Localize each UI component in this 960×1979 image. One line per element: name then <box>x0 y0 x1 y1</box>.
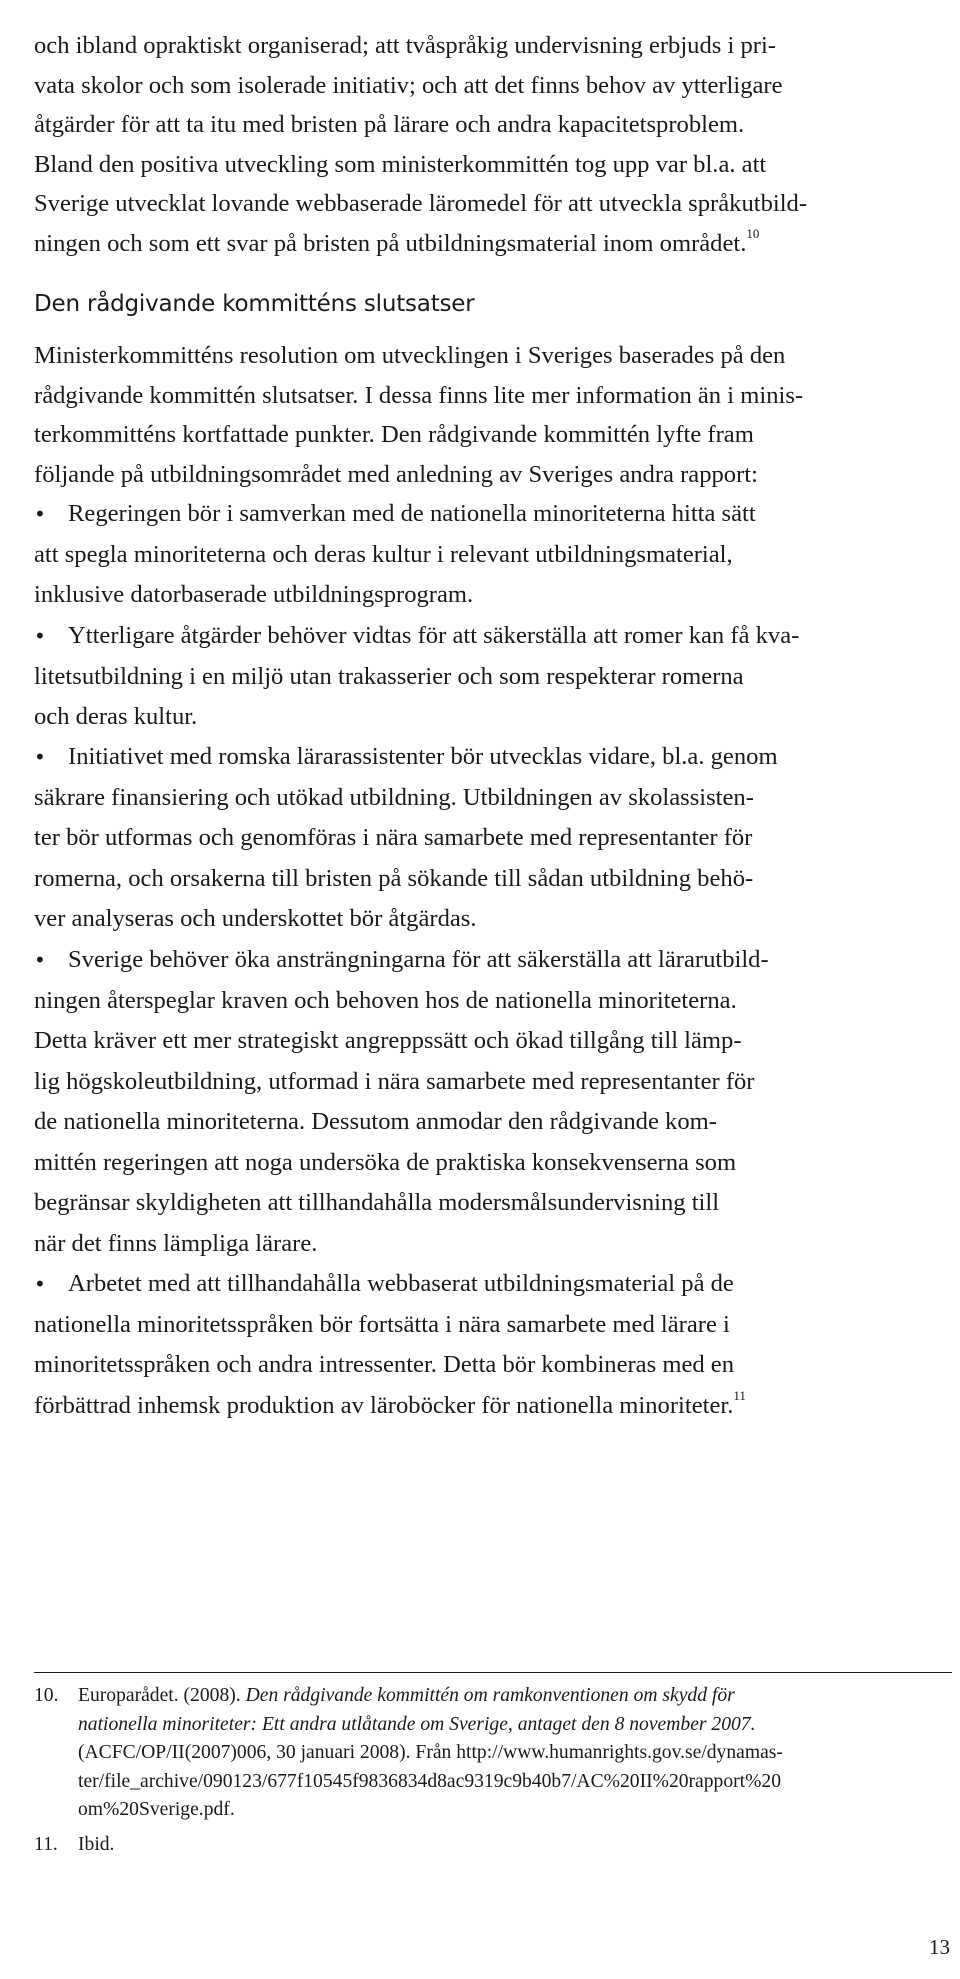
text-line <box>34 1386 952 1427</box>
text-line: romerna, och orsakerna till bristen på sökande till sådan utbildning behö- <box>34 864 754 892</box>
bullet-list <box>34 494 952 1426</box>
text-line: nationella minoritetsspråken bör fortsätta i nära samarbete med lärare i <box>34 1310 730 1338</box>
bullet-marker: • <box>34 502 46 526</box>
bullet-text <box>34 1264 952 1426</box>
footnote-number: 10. <box>34 1685 59 1706</box>
bullet-item <box>34 616 952 737</box>
text-line: Bland den positiva utveckling som ministerkommittén tog upp var bl.a. att <box>34 150 767 178</box>
footnote-title: Den rådgivande kommittén om ramkonventionen om skydd för <box>245 1685 735 1706</box>
footnote-body <box>34 1682 952 1825</box>
footnote-line: om%20Sverige.pdf. <box>78 1799 235 1820</box>
text-line: litetsutbildning i en miljö utan trakasserier och som respekterar romerna <box>34 662 744 690</box>
body-paragraph <box>34 336 952 494</box>
bullet-marker: • <box>34 1272 46 1296</box>
bullet-marker: • <box>34 624 46 648</box>
text-line: minoritetsspråken och andra intressenter. Detta bör kombineras med en <box>34 1351 735 1378</box>
footnote-divider <box>34 1672 952 1673</box>
text-line: inklusive datorbaserade utbildningsprogram. <box>34 581 474 608</box>
text-line-content: förbättrad inhemsk produktion av läroböcker för nationella minoriteter. <box>34 1391 734 1419</box>
intro-paragraph <box>34 26 952 263</box>
bullet-text <box>34 494 952 616</box>
text-line: Arbetet med att tillhandahålla webbaserat utbildningsmaterial på de <box>68 1270 734 1297</box>
bullet-text <box>34 616 952 738</box>
footnote-line <box>78 1711 952 1740</box>
text-line: säkrare finansiering och utökad utbildning. Utbildningen av skolassisten- <box>34 783 754 811</box>
bullet-text <box>34 940 952 1264</box>
text-line: mittén regeringen att noga undersöka de praktiska konsekvenserna som <box>34 1148 737 1176</box>
bullet-marker: • <box>34 745 46 769</box>
text-line: Sverige utvecklat lovande webbaserade läromedel för att utveckla språkutbild- <box>34 190 808 217</box>
footnote-author: Europarådet. (2008). <box>78 1685 241 1706</box>
text-line: ter bör utformas och genomföras i nära samarbete med representanter för <box>34 824 753 851</box>
footnote-line: (ACFC/OP/II(2007)006, 30 januari 2008). Från http://www.humanrights.gov.se/dynamas- <box>78 1742 783 1763</box>
text-line <box>34 224 952 264</box>
text-line: Regeringen bör i samverkan med de nationella minoriteterna hitta sätt <box>68 500 756 527</box>
text-line: terkommitténs kortfattade punkter. Den rådgivande kommittén lyfte fram <box>34 421 754 448</box>
text-line: ver analyseras och underskottet bör åtgärdas. <box>34 905 477 932</box>
footnote-body <box>34 1831 952 1860</box>
text-line: rådgivande kommittén slutsatser. I dessa finns lite mer information än i minis- <box>34 381 804 409</box>
text-line: Detta kräver ett mer strategiskt angreppssätt och ökad tillgång till lämp- <box>34 1027 742 1054</box>
text-line: de nationella minoriteterna. Dessutom anmodar den rådgivande kom- <box>34 1108 717 1135</box>
footnote-10 <box>34 1682 952 1825</box>
text-line: Initiativet med romska lärarassistenter bör utvecklas vidare, bl.a. genom <box>68 743 778 770</box>
bullet-item <box>34 737 952 940</box>
text-line-content: ningen och som ett svar på bristen på utbildningsmaterial inom området. <box>34 229 747 257</box>
bullet-text <box>34 737 952 940</box>
footnote-line: Ibid. <box>78 1833 115 1855</box>
text-line: följande på utbildningsområdet med anledning av Sveriges andra rapport: <box>34 460 758 488</box>
footnote-title: nationella minoriteter: Ett andra utlåtande om Sverige, antaget den 8 november 2007. <box>78 1713 756 1735</box>
text-line: ningen återspeglar kraven och behoven hos de nationella minoriteterna. <box>34 986 737 1014</box>
text-line: och deras kultur. <box>34 703 198 730</box>
page-number: 13 <box>929 1935 950 1959</box>
footnote-line: ter/file_archive/090123/677f10545f9836834d8ac9319c9b40b7/AC%20II%20rapport%20 <box>78 1770 782 1792</box>
text-line: lig högskoleutbildning, utformad i nära samarbete med representanter för <box>34 1067 755 1095</box>
text-line: åtgärder för att ta itu med bristen på lärare och andra kapacitetsproblem. <box>34 111 745 138</box>
text-line: när det finns lämpliga lärare. <box>34 1229 318 1257</box>
footnote-11 <box>34 1831 952 1860</box>
text-line: vata skolor och som isolerade initiativ; och att det finns behov av ytterligare <box>34 71 783 99</box>
text-line: och ibland opraktiskt organiserad; att tvåspråkig undervisning erbjuds i pri- <box>34 32 776 59</box>
bullet-item <box>34 1264 952 1426</box>
bullet-item <box>34 494 952 616</box>
bullet-item <box>34 940 952 1264</box>
footnotes <box>34 1682 952 1859</box>
text-line: Ministerkommitténs resolution om utvecklingen i Sveriges baserades på den <box>34 342 786 369</box>
footnote-line <box>78 1682 952 1711</box>
text-line: begränsar skyldigheten att tillhandahålla modersmålsundervisning till <box>34 1189 720 1216</box>
bullet-marker: • <box>34 948 46 972</box>
footnote-reference: 10 <box>746 226 760 242</box>
text-line: Ytterligare åtgärder behöver vidtas för att säkerställa att romer kan få kva- <box>68 622 800 649</box>
text-line: Sverige behöver öka ansträngningarna för att säkerställa att lärarutbild- <box>68 946 769 973</box>
footnote-reference: 11 <box>733 1388 746 1404</box>
text-line: att spegla minoriteterna och deras kultur i relevant utbildningsmaterial, <box>34 540 733 568</box>
section-heading: Den rådgivande kommitténs slutsatser <box>34 291 475 317</box>
footnote-number: 11. <box>34 1833 58 1855</box>
